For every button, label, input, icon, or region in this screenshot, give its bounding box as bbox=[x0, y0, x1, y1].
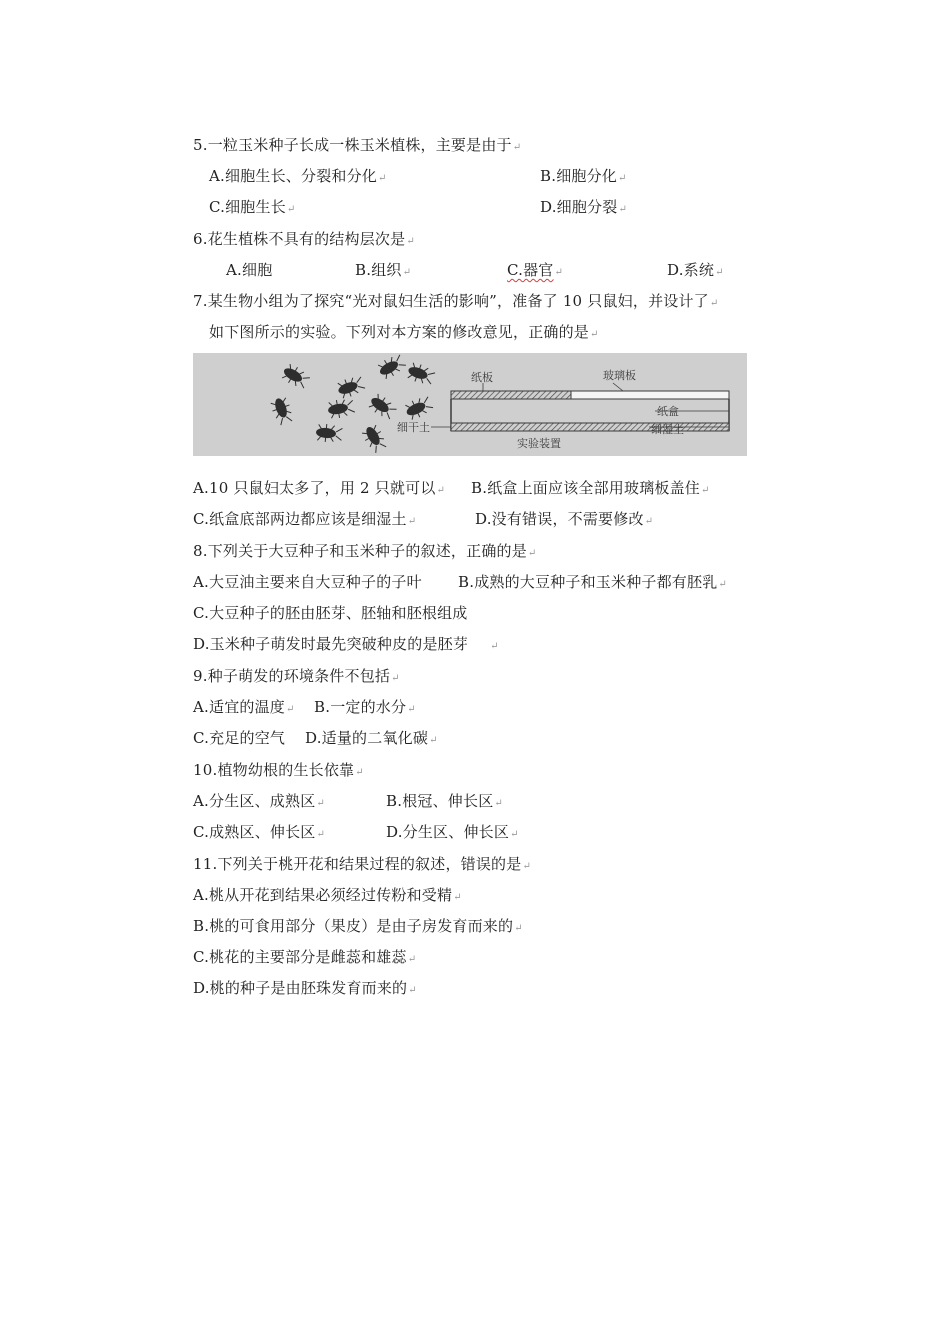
return-mark-icon: ↵ bbox=[590, 329, 599, 340]
label-caption: 实验装置 bbox=[517, 437, 561, 450]
label-wet-soil: 细湿土 bbox=[651, 423, 684, 436]
woodlouse-icon bbox=[327, 397, 356, 419]
return-mark-icon: ↵ bbox=[378, 173, 387, 184]
q10-option-b: B.根冠、伸长区↵ bbox=[386, 792, 503, 810]
return-mark-icon: ↵ bbox=[510, 829, 519, 840]
return-mark-icon: ↵ bbox=[429, 735, 438, 746]
return-mark-icon: ↵ bbox=[408, 985, 417, 996]
q7-stem-line1: 7.某生物小组为了探究“光对鼠妇生活的影响”，准备了 10 只鼠妇，并设计了↵ bbox=[193, 292, 719, 310]
q9-stem: 9.种子萌发的环境条件不包括↵ bbox=[193, 667, 400, 685]
q10-option-c: C.成熟区、伸长区↵ bbox=[193, 823, 326, 841]
return-mark-icon: ↵ bbox=[514, 923, 523, 934]
q11-option-c: C.桃花的主要部分是雌蕊和雄蕊↵ bbox=[193, 948, 417, 966]
label-paper-box: 纸盒 bbox=[657, 405, 679, 418]
woodlouse-icon bbox=[360, 423, 389, 455]
woodlouse-icon bbox=[367, 392, 399, 422]
return-mark-icon: ↵ bbox=[407, 704, 416, 715]
return-mark-icon: ↵ bbox=[402, 267, 412, 278]
return-mark-icon: ↵ bbox=[709, 298, 719, 309]
q5-option-d: D.细胞分裂↵ bbox=[540, 198, 628, 216]
q9-option-c: C.充足的空气 bbox=[193, 729, 286, 747]
q5-option-b: B.细胞分化↵ bbox=[540, 167, 627, 185]
woodlouse-icon bbox=[280, 362, 312, 391]
q8-option-a: A.大豆油主要来自大豆种子的子叶 bbox=[193, 573, 422, 591]
return-mark-icon: ↵ bbox=[715, 267, 724, 278]
q6-option-c: C.器官↵ bbox=[507, 261, 564, 279]
return-mark-icon: ↵ bbox=[618, 204, 628, 215]
return-mark-icon: ↵ bbox=[316, 829, 326, 840]
q5-option-a: A.细胞生长、分裂和分化↵ bbox=[209, 167, 387, 185]
return-mark-icon: ↵ bbox=[391, 673, 400, 684]
woodlouse-icon bbox=[376, 353, 408, 381]
experiment-apparatus bbox=[397, 368, 729, 450]
experiment-diagram bbox=[193, 353, 747, 456]
return-mark-icon: ↵ bbox=[407, 954, 417, 965]
return-mark-icon: ↵ bbox=[407, 516, 417, 527]
woodlouse-icon bbox=[315, 423, 342, 443]
return-mark-icon: ↵ bbox=[406, 236, 415, 247]
label-paper-board: 纸板 bbox=[471, 371, 493, 384]
return-mark-icon: ↵ bbox=[718, 579, 727, 590]
q7-stem-line2: 如下图所示的实验。下列对本方案的修改意见，正确的是↵ bbox=[209, 323, 599, 341]
return-mark-icon: ↵ bbox=[494, 798, 503, 809]
return-mark-icon: ↵ bbox=[701, 485, 710, 496]
return-mark-icon: ↵ bbox=[355, 767, 364, 778]
return-mark-icon: ↵ bbox=[554, 267, 564, 278]
return-mark-icon: ↵ bbox=[522, 861, 532, 872]
q5-stem: 5.一粒玉米种子长成一株玉米植株，主要是由于↵ bbox=[193, 136, 522, 154]
return-mark-icon: ↵ bbox=[512, 142, 522, 153]
woodlouse-group bbox=[269, 353, 436, 454]
q8-option-c: C.大豆种子的胚由胚芽、胚轴和胚根组成 bbox=[193, 604, 468, 622]
label-dry-soil: 细干土 bbox=[397, 421, 430, 434]
paper-board bbox=[451, 391, 571, 399]
label-glass-board: 玻璃板 bbox=[603, 369, 636, 382]
q9-option-a: A.适宜的温度↵ bbox=[193, 698, 295, 716]
return-mark-icon: ↵ bbox=[453, 892, 462, 903]
return-mark-icon: ↵ bbox=[644, 516, 654, 527]
glass-board bbox=[571, 391, 729, 399]
q7-option-d: D.没有错误，不需要修改↵ bbox=[475, 510, 654, 528]
woodlouse-icon bbox=[406, 361, 437, 387]
return-mark-icon: ↵ bbox=[618, 173, 627, 184]
q11-option-b: B.桃的可食用部分（果皮）是由子房发育而来的↵ bbox=[193, 917, 523, 935]
return-mark-icon: ↵ bbox=[490, 641, 499, 652]
q7-option-a: A.10 只鼠妇太多了，用 2 只就可以↵ bbox=[193, 479, 446, 497]
return-mark-icon: ↵ bbox=[316, 798, 325, 809]
q8-stem: 8.下列关于大豆种子和玉米种子的叙述，正确的是↵ bbox=[193, 542, 537, 560]
q6-stem: 6.花生植株不具有的结构层次是↵ bbox=[193, 230, 415, 248]
q10-option-a: A.分生区、成熟区↵ bbox=[193, 792, 325, 810]
woodlouse-icon bbox=[403, 394, 434, 421]
q6-option-d: D.系统↵ bbox=[667, 261, 724, 279]
q10-stem: 10.植物幼根的生长依靠↵ bbox=[193, 761, 364, 779]
q6-option-a: A.细胞 bbox=[226, 261, 273, 279]
experiment-figure bbox=[193, 353, 747, 456]
q8-option-b: B.成熟的大豆种子和玉米种子都有胚乳↵ bbox=[458, 573, 727, 591]
q10-option-d: D.分生区、伸长区↵ bbox=[386, 823, 519, 841]
q9-option-b: B.一定的水分↵ bbox=[314, 698, 416, 716]
q8-option-d: D.玉米种子萌发时最先突破种皮的是胚芽 ↵ bbox=[193, 635, 499, 653]
q9-option-d: D.适量的二氧化碳↵ bbox=[305, 729, 438, 747]
q11-option-a: A.桃从开花到结果必须经过传粉和受精↵ bbox=[193, 886, 462, 904]
q5-option-c: C.细胞生长↵ bbox=[209, 198, 296, 216]
q7-option-c: C.纸盒底部两边都应该是细湿土↵ bbox=[193, 510, 417, 528]
return-mark-icon: ↵ bbox=[436, 485, 446, 496]
return-mark-icon: ↵ bbox=[286, 704, 295, 715]
q6-option-b: B.组织↵ bbox=[355, 261, 412, 279]
q11-stem: 11.下列关于桃开花和结果过程的叙述，错误的是↵ bbox=[193, 855, 532, 873]
q11-option-d: D.桃的种子是由胚珠发育而来的↵ bbox=[193, 979, 417, 997]
q7-option-b: B.纸盒上面应该全部用玻璃板盖住↵ bbox=[471, 479, 710, 497]
woodlouse-icon bbox=[336, 374, 367, 400]
woodlouse-icon bbox=[269, 396, 295, 427]
return-mark-icon: ↵ bbox=[286, 204, 296, 215]
return-mark-icon: ↵ bbox=[527, 548, 537, 559]
